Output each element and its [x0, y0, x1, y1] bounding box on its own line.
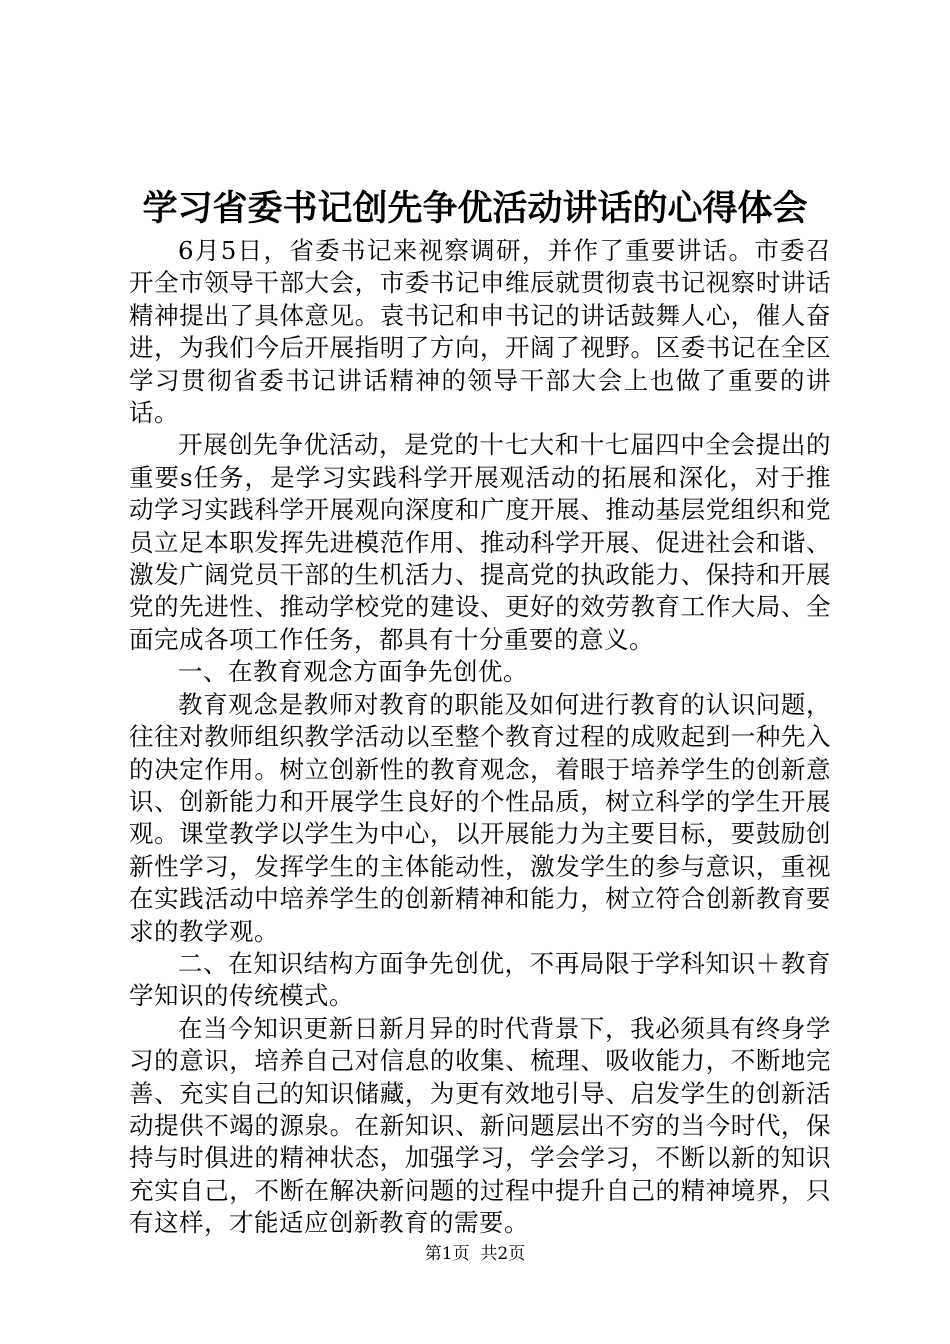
- document-body: [129, 235, 831, 1240]
- section-heading-2: 二、在知识结构方面争先创优，不再局限于学科知识＋教育学知识的传统模式。: [129, 948, 831, 1011]
- page-total: 共2页: [480, 1244, 526, 1264]
- paragraph-4: 在当今知识更新日新月异的时代背景下，我必须具有终身学习的意识，培养自己对信息的收集、梳理、吸收能力，不断地完善、充实自己的知识储藏，为更有效地引导、启发学生的创新活动提供不竭的源泉。在新知识、新问题层出不穷的当今时代，保持与时俱进的精神状态，加强学习，学会学习，不断以新的知识充实自己，不断在解决新问题的过程中提升自己的精神境界，只有这样，才能适应创新教育的需要。: [129, 1013, 831, 1238]
- page-footer: [0, 1243, 950, 1265]
- page-number: 第1页: [424, 1244, 470, 1264]
- document-title: 学习省委书记创先争优活动讲话的心得体会: [142, 188, 808, 229]
- paragraph-1: 6月5日，省委书记来视察调研，并作了重要讲话。市委召开全市领导干部大会，市委书记申维辰就贯彻袁书记视察时讲话精神提出了具体意见。袁书记和申书记的讲话鼓舞人心，催人奋进，为我们今后开展指明了方向，开阔了视野。区委书记在全区学习贯彻省委书记讲话精神的领导干部大会上也做了重要的讲话。: [129, 236, 831, 428]
- paragraph-2: 开展创先争优活动，是党的十七大和十七届四中全会提出的重要s任务，是学习实践科学开展观活动的拓展和深化，对于推动学习实践科学开展观向深度和广度开展、推动基层党组织和党员立足本职发挥先进模范作用、推动科学开展、促进社会和谐、激发广阔党员干部的生机活力、提高党的执政能力、保持和开展党的先进性、推动学校党的建设、更好的效劳教育工作大局、全面完成各项工作任务，都具有十分重要的意义。: [129, 430, 831, 654]
- section-heading-1: 一、在教育观念方面争先创优。: [178, 657, 528, 687]
- paragraph-3: 教育观念是教师对教育的职能及如何进行教育的认识问题，往往对教师组织教学活动以至整个教育过程的成败起到一种先入的决定作用。树立创新性的教育观念，着眼于培养学生的创新意识、创新能力和开展学生良好的个性品质，树立科学的学生开展观。课堂教学以学生为中心，以开展能力为主要目标，要鼓励创新性学习，发挥学生的主体能动性，激发学生的参与意识，重视在实践活动中培养学生的创新精神和能力，树立符合创新教育要求的教学观。: [129, 689, 831, 946]
